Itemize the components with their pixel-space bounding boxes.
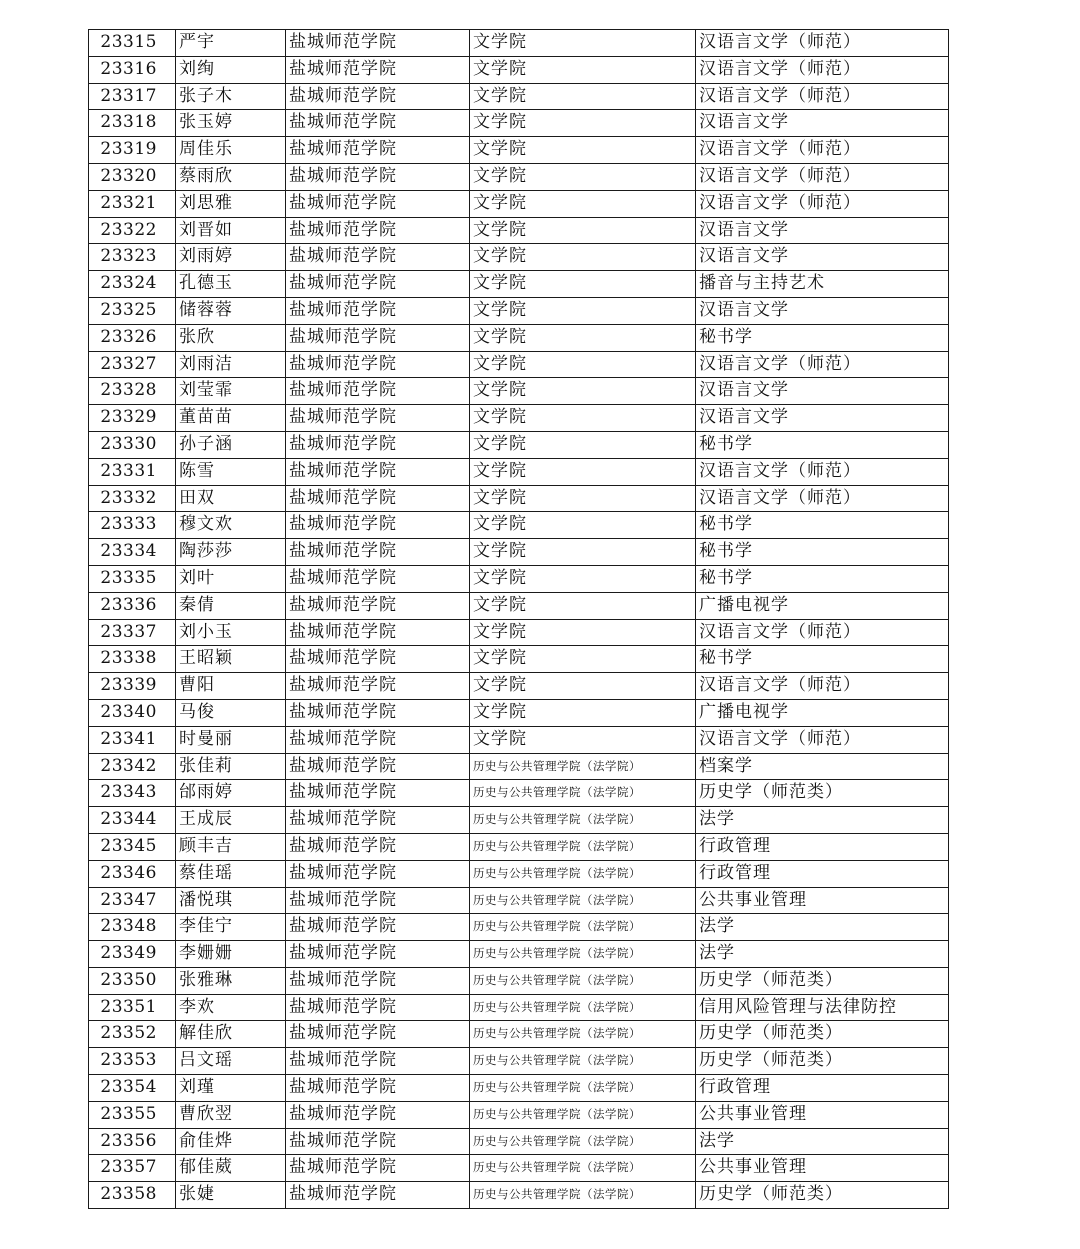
student-id-cell: 23356: [89, 1128, 176, 1155]
major-cell: 秘书学: [696, 539, 949, 566]
college-cell: 文学院: [470, 699, 696, 726]
student-name-cell: 李姗姗: [176, 941, 286, 968]
student-name-cell: 陶莎莎: [176, 539, 286, 566]
student-name-cell: 张欣: [176, 324, 286, 351]
school-cell: 盐城师范学院: [286, 271, 470, 298]
student-id-cell: 23345: [89, 833, 176, 860]
school-cell: 盐城师范学院: [286, 217, 470, 244]
school-cell: 盐城师范学院: [286, 565, 470, 592]
college-cell: 历史与公共管理学院（法学院）: [470, 860, 696, 887]
school-cell: 盐城师范学院: [286, 405, 470, 432]
student-name-cell: 刘小玉: [176, 619, 286, 646]
student-id-cell: 23318: [89, 110, 176, 137]
student-name-cell: 张雅琳: [176, 967, 286, 994]
college-cell: 文学院: [470, 512, 696, 539]
table-row: [89, 565, 949, 592]
student-name-cell: 刘雨洁: [176, 351, 286, 378]
major-cell: 汉语言文学（师范）: [696, 30, 949, 57]
college-cell: 文学院: [470, 405, 696, 432]
table-row: [89, 83, 949, 110]
table-row: [89, 1155, 949, 1182]
college-cell: 文学院: [470, 673, 696, 700]
student-name-cell: 郁佳葳: [176, 1155, 286, 1182]
student-id-cell: 23329: [89, 405, 176, 432]
major-cell: 公共事业管理: [696, 1155, 949, 1182]
major-cell: 法学: [696, 1128, 949, 1155]
major-cell: 汉语言文学: [696, 378, 949, 405]
school-cell: 盐城师范学院: [286, 190, 470, 217]
table-row: [89, 1048, 949, 1075]
student-id-cell: 23316: [89, 56, 176, 83]
college-cell: 文学院: [470, 163, 696, 190]
student-id-cell: 23323: [89, 244, 176, 271]
major-cell: 法学: [696, 914, 949, 941]
major-cell: 秘书学: [696, 512, 949, 539]
college-cell: 文学院: [470, 539, 696, 566]
table-row: [89, 860, 949, 887]
major-cell: 汉语言文学（师范）: [696, 163, 949, 190]
student-id-cell: 23339: [89, 673, 176, 700]
table-row: [89, 512, 949, 539]
table-row: [89, 297, 949, 324]
school-cell: 盐城师范学院: [286, 914, 470, 941]
table-row: [89, 485, 949, 512]
table-row: [89, 110, 949, 137]
college-cell: 历史与公共管理学院（法学院）: [470, 807, 696, 834]
table-row: [89, 1101, 949, 1128]
college-cell: 历史与公共管理学院（法学院）: [470, 753, 696, 780]
student-name-cell: 蔡雨欣: [176, 163, 286, 190]
school-cell: 盐城师范学院: [286, 485, 470, 512]
college-cell: 文学院: [470, 137, 696, 164]
major-cell: 秘书学: [696, 431, 949, 458]
major-cell: 播音与主持艺术: [696, 271, 949, 298]
student-id-cell: 23332: [89, 485, 176, 512]
student-name-cell: 顾丰吉: [176, 833, 286, 860]
student-name-cell: 曹欣翌: [176, 1101, 286, 1128]
school-cell: 盐城师范学院: [286, 1101, 470, 1128]
student-id-cell: 23315: [89, 30, 176, 57]
student-id-cell: 23340: [89, 699, 176, 726]
student-id-cell: 23327: [89, 351, 176, 378]
school-cell: 盐城师范学院: [286, 83, 470, 110]
major-cell: 公共事业管理: [696, 1101, 949, 1128]
table-row: [89, 673, 949, 700]
major-cell: 档案学: [696, 753, 949, 780]
student-id-cell: 23322: [89, 217, 176, 244]
student-name-cell: 张子木: [176, 83, 286, 110]
college-cell: 文学院: [470, 431, 696, 458]
table-row: [89, 324, 949, 351]
school-cell: 盐城师范学院: [286, 1075, 470, 1102]
student-name-cell: 张玉婷: [176, 110, 286, 137]
school-cell: 盐城师范学院: [286, 297, 470, 324]
school-cell: 盐城师范学院: [286, 1182, 470, 1209]
college-cell: 历史与公共管理学院（法学院）: [470, 994, 696, 1021]
college-cell: 历史与公共管理学院（法学院）: [470, 1155, 696, 1182]
college-cell: 历史与公共管理学院（法学院）: [470, 780, 696, 807]
college-cell: 历史与公共管理学院（法学院）: [470, 1128, 696, 1155]
school-cell: 盐城师范学院: [286, 110, 470, 137]
college-cell: 文学院: [470, 378, 696, 405]
college-cell: 历史与公共管理学院（法学院）: [470, 1075, 696, 1102]
major-cell: 行政管理: [696, 833, 949, 860]
student-name-cell: 刘雨婷: [176, 244, 286, 271]
college-cell: 文学院: [470, 83, 696, 110]
college-cell: 文学院: [470, 726, 696, 753]
major-cell: 广播电视学: [696, 699, 949, 726]
student-name-cell: 张佳莉: [176, 753, 286, 780]
college-cell: 历史与公共管理学院（法学院）: [470, 1182, 696, 1209]
table-row: [89, 405, 949, 432]
major-cell: 法学: [696, 941, 949, 968]
student-id-cell: 23347: [89, 887, 176, 914]
table-row: [89, 137, 949, 164]
school-cell: 盐城师范学院: [286, 539, 470, 566]
student-id-cell: 23319: [89, 137, 176, 164]
major-cell: 汉语言文学（师范）: [696, 673, 949, 700]
school-cell: 盐城师范学院: [286, 378, 470, 405]
school-cell: 盐城师范学院: [286, 699, 470, 726]
school-cell: 盐城师范学院: [286, 646, 470, 673]
student-name-cell: 田双: [176, 485, 286, 512]
college-cell: 文学院: [470, 592, 696, 619]
table-row: [89, 619, 949, 646]
college-cell: 文学院: [470, 271, 696, 298]
major-cell: 行政管理: [696, 860, 949, 887]
school-cell: 盐城师范学院: [286, 324, 470, 351]
college-cell: 文学院: [470, 56, 696, 83]
school-cell: 盐城师范学院: [286, 941, 470, 968]
student-id-cell: 23353: [89, 1048, 176, 1075]
table-row: [89, 914, 949, 941]
school-cell: 盐城师范学院: [286, 807, 470, 834]
college-cell: 历史与公共管理学院（法学院）: [470, 1021, 696, 1048]
school-cell: 盐城师范学院: [286, 1048, 470, 1075]
student-name-cell: 周佳乐: [176, 137, 286, 164]
student-name-cell: 刘莹霏: [176, 378, 286, 405]
table-row: [89, 378, 949, 405]
college-cell: 历史与公共管理学院（法学院）: [470, 967, 696, 994]
table-row: [89, 1182, 949, 1209]
table-row: [89, 351, 949, 378]
student-id-cell: 23337: [89, 619, 176, 646]
student-name-cell: 俞佳烨: [176, 1128, 286, 1155]
table-row: [89, 539, 949, 566]
student-id-cell: 23349: [89, 941, 176, 968]
student-id-cell: 23325: [89, 297, 176, 324]
college-cell: 历史与公共管理学院（法学院）: [470, 833, 696, 860]
major-cell: 汉语言文学（师范）: [696, 351, 949, 378]
college-cell: 文学院: [470, 646, 696, 673]
college-cell: 文学院: [470, 190, 696, 217]
student-id-cell: 23330: [89, 431, 176, 458]
table-row: [89, 1128, 949, 1155]
major-cell: 法学: [696, 807, 949, 834]
major-cell: 汉语言文学（师范）: [696, 83, 949, 110]
college-cell: 文学院: [470, 244, 696, 271]
college-cell: 文学院: [470, 485, 696, 512]
student-id-cell: 23354: [89, 1075, 176, 1102]
roster-body: [89, 30, 949, 1209]
student-name-cell: 邰雨婷: [176, 780, 286, 807]
table-row: [89, 941, 949, 968]
student-name-cell: 马俊: [176, 699, 286, 726]
school-cell: 盐城师范学院: [286, 1021, 470, 1048]
table-row: [89, 190, 949, 217]
table-row: [89, 30, 949, 57]
school-cell: 盐城师范学院: [286, 619, 470, 646]
table-row: [89, 271, 949, 298]
major-cell: 汉语言文学: [696, 405, 949, 432]
student-name-cell: 储蓉蓉: [176, 297, 286, 324]
school-cell: 盐城师范学院: [286, 887, 470, 914]
student-id-cell: 23358: [89, 1182, 176, 1209]
table-row: [89, 753, 949, 780]
student-id-cell: 23324: [89, 271, 176, 298]
major-cell: 汉语言文学（师范）: [696, 458, 949, 485]
student-id-cell: 23320: [89, 163, 176, 190]
major-cell: 历史学（师范类）: [696, 1021, 949, 1048]
student-name-cell: 李欢: [176, 994, 286, 1021]
student-id-cell: 23355: [89, 1101, 176, 1128]
student-name-cell: 时曼丽: [176, 726, 286, 753]
student-name-cell: 刘瑾: [176, 1075, 286, 1102]
major-cell: 历史学（师范类）: [696, 780, 949, 807]
student-name-cell: 孔德玉: [176, 271, 286, 298]
major-cell: 历史学（师范类）: [696, 967, 949, 994]
student-id-cell: 23321: [89, 190, 176, 217]
student-id-cell: 23336: [89, 592, 176, 619]
student-name-cell: 孙子涵: [176, 431, 286, 458]
student-name-cell: 蔡佳瑶: [176, 860, 286, 887]
college-cell: 文学院: [470, 565, 696, 592]
college-cell: 文学院: [470, 619, 696, 646]
table-row: [89, 994, 949, 1021]
student-name-cell: 陈雪: [176, 458, 286, 485]
student-name-cell: 刘叶: [176, 565, 286, 592]
school-cell: 盐城师范学院: [286, 1128, 470, 1155]
table-row: [89, 217, 949, 244]
student-name-cell: 王昭颖: [176, 646, 286, 673]
table-row: [89, 431, 949, 458]
major-cell: 公共事业管理: [696, 887, 949, 914]
major-cell: 汉语言文学（师范）: [696, 137, 949, 164]
school-cell: 盐城师范学院: [286, 780, 470, 807]
student-name-cell: 解佳欣: [176, 1021, 286, 1048]
student-id-cell: 23343: [89, 780, 176, 807]
table-row: [89, 244, 949, 271]
student-name-cell: 潘悦琪: [176, 887, 286, 914]
student-name-cell: 刘晋如: [176, 217, 286, 244]
school-cell: 盐城师范学院: [286, 753, 470, 780]
student-id-cell: 23348: [89, 914, 176, 941]
student-id-cell: 23342: [89, 753, 176, 780]
student-id-cell: 23328: [89, 378, 176, 405]
major-cell: 汉语言文学: [696, 217, 949, 244]
college-cell: 文学院: [470, 30, 696, 57]
school-cell: 盐城师范学院: [286, 673, 470, 700]
table-row: [89, 780, 949, 807]
major-cell: 汉语言文学（师范）: [696, 485, 949, 512]
college-cell: 历史与公共管理学院（法学院）: [470, 1101, 696, 1128]
school-cell: 盐城师范学院: [286, 592, 470, 619]
school-cell: 盐城师范学院: [286, 137, 470, 164]
student-id-cell: 23351: [89, 994, 176, 1021]
major-cell: 历史学（师范类）: [696, 1048, 949, 1075]
table-row: [89, 807, 949, 834]
table-row: [89, 699, 949, 726]
college-cell: 文学院: [470, 351, 696, 378]
major-cell: 历史学（师范类）: [696, 1182, 949, 1209]
student-name-cell: 张婕: [176, 1182, 286, 1209]
student-name-cell: 李佳宁: [176, 914, 286, 941]
student-name-cell: 董苗苗: [176, 405, 286, 432]
student-id-cell: 23335: [89, 565, 176, 592]
student-name-cell: 刘绚: [176, 56, 286, 83]
major-cell: 秘书学: [696, 565, 949, 592]
college-cell: 文学院: [470, 110, 696, 137]
table-row: [89, 833, 949, 860]
school-cell: 盐城师范学院: [286, 56, 470, 83]
major-cell: 广播电视学: [696, 592, 949, 619]
student-id-cell: 23341: [89, 726, 176, 753]
table-row: [89, 726, 949, 753]
college-cell: 文学院: [470, 217, 696, 244]
table-row: [89, 1021, 949, 1048]
student-name-cell: 秦倩: [176, 592, 286, 619]
student-name-cell: 刘思雅: [176, 190, 286, 217]
major-cell: 秘书学: [696, 324, 949, 351]
major-cell: 行政管理: [696, 1075, 949, 1102]
student-id-cell: 23333: [89, 512, 176, 539]
major-cell: 汉语言文学: [696, 297, 949, 324]
student-name-cell: 曹阳: [176, 673, 286, 700]
student-id-cell: 23357: [89, 1155, 176, 1182]
student-id-cell: 23326: [89, 324, 176, 351]
student-name-cell: 穆文欢: [176, 512, 286, 539]
school-cell: 盐城师范学院: [286, 512, 470, 539]
major-cell: 汉语言文学（师范）: [696, 726, 949, 753]
school-cell: 盐城师范学院: [286, 431, 470, 458]
student-name-cell: 严宇: [176, 30, 286, 57]
student-id-cell: 23317: [89, 83, 176, 110]
student-name-cell: 吕文瑶: [176, 1048, 286, 1075]
school-cell: 盐城师范学院: [286, 860, 470, 887]
college-cell: 历史与公共管理学院（法学院）: [470, 914, 696, 941]
college-cell: 文学院: [470, 324, 696, 351]
college-cell: 文学院: [470, 297, 696, 324]
table-row: [89, 887, 949, 914]
student-id-cell: 23334: [89, 539, 176, 566]
student-roster-table: [88, 29, 949, 1209]
college-cell: 文学院: [470, 458, 696, 485]
school-cell: 盐城师范学院: [286, 1155, 470, 1182]
table-row: [89, 56, 949, 83]
major-cell: 秘书学: [696, 646, 949, 673]
table-row: [89, 592, 949, 619]
major-cell: 汉语言文学: [696, 244, 949, 271]
student-id-cell: 23350: [89, 967, 176, 994]
table-row: [89, 646, 949, 673]
school-cell: 盐城师范学院: [286, 726, 470, 753]
student-id-cell: 23352: [89, 1021, 176, 1048]
college-cell: 历史与公共管理学院（法学院）: [470, 1048, 696, 1075]
student-id-cell: 23346: [89, 860, 176, 887]
student-name-cell: 王成辰: [176, 807, 286, 834]
table-row: [89, 1075, 949, 1102]
major-cell: 汉语言文学（师范）: [696, 56, 949, 83]
school-cell: 盐城师范学院: [286, 30, 470, 57]
school-cell: 盐城师范学院: [286, 351, 470, 378]
school-cell: 盐城师范学院: [286, 967, 470, 994]
table-row: [89, 967, 949, 994]
school-cell: 盐城师范学院: [286, 163, 470, 190]
school-cell: 盐城师范学院: [286, 994, 470, 1021]
major-cell: 汉语言文学（师范）: [696, 190, 949, 217]
school-cell: 盐城师范学院: [286, 244, 470, 271]
major-cell: 汉语言文学: [696, 110, 949, 137]
student-id-cell: 23344: [89, 807, 176, 834]
school-cell: 盐城师范学院: [286, 833, 470, 860]
major-cell: 信用风险管理与法律防控: [696, 994, 949, 1021]
college-cell: 历史与公共管理学院（法学院）: [470, 941, 696, 968]
student-id-cell: 23331: [89, 458, 176, 485]
table-row: [89, 163, 949, 190]
major-cell: 汉语言文学（师范）: [696, 619, 949, 646]
college-cell: 历史与公共管理学院（法学院）: [470, 887, 696, 914]
table-row: [89, 458, 949, 485]
school-cell: 盐城师范学院: [286, 458, 470, 485]
student-id-cell: 23338: [89, 646, 176, 673]
